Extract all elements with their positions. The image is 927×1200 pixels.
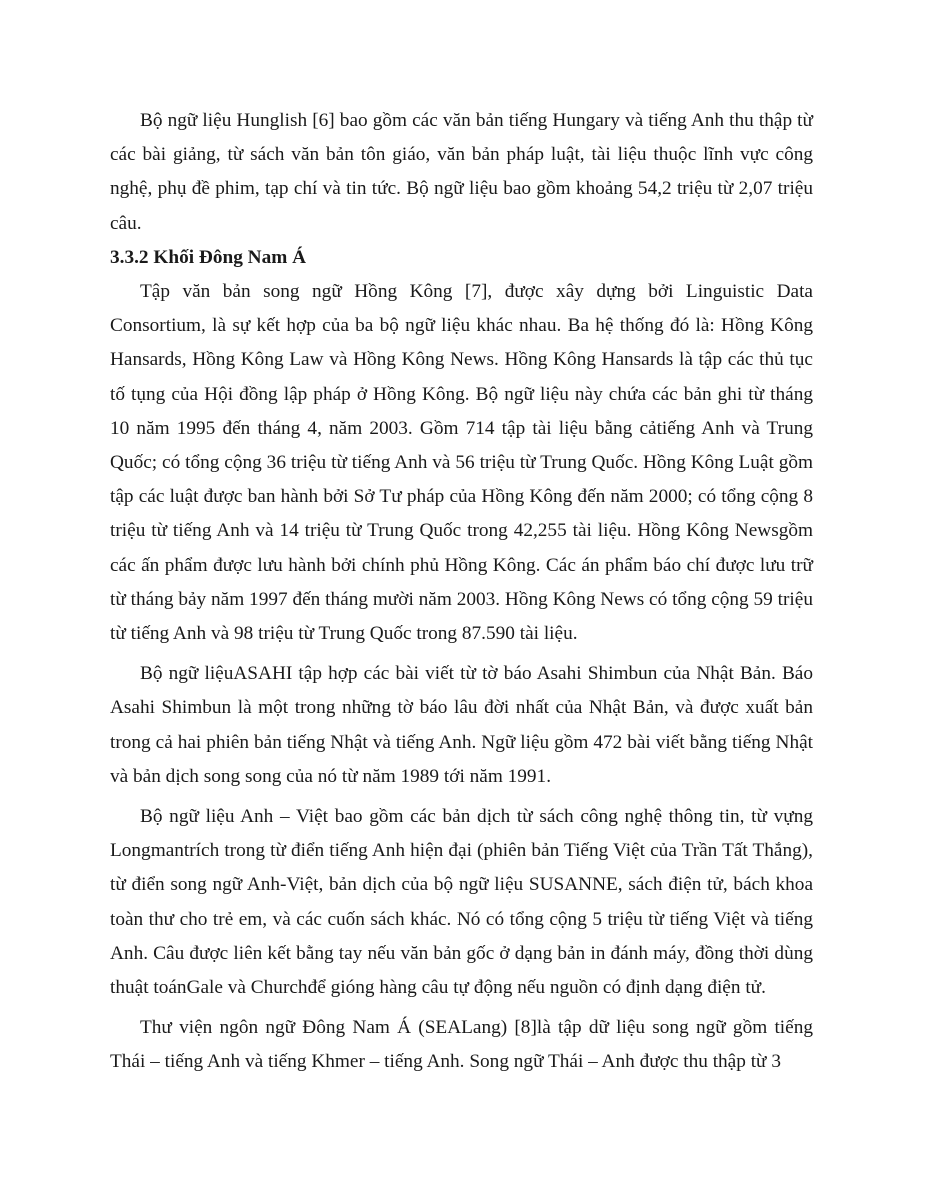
paragraph-hongkong: Tập văn bản song ngữ Hồng Kông [7], được xây dựng bởi Linguistic Data Consortium, là sự kết hợp của ba bộ ngữ liệu khác nhau. Ba hệ thống đó là: Hồng Kông Hansards, Hồng Kông Law và Hồng Kông News. Hồng Kông Hansards là tập các thủ tục tố tụng của Hội đồng lập pháp ở Hồng Kông. Bộ ngữ liệu này chứa các bản ghi từ tháng 10 năm 1995 đến tháng 4, năm 2003. Gồm 714 tập tài liệu bằng cảtiếng Anh và Trung Quốc; có tổng cộng 36 triệu từ tiếng Anh và 56 triệu từ Trung Quốc. Hồng Kông Luật gồm tập các luật được ban hành bởi Sở Tư pháp của Hồng Kông đến năm 2000; có tổng cộng 8 triệu từ tiếng Anh và 14 triệu từ Trung Quốc trong 42,255 tài liệu. Hồng Kông Newsgồm các ấn phẩm được lưu hành bởi chính phủ Hồng Kông. Các án phẩm báo chí được lưu trữ từ tháng bảy năm 1997 đến tháng mười năm 2003. Hồng Kông News có tổng cộng 59 triệu từ tiếng Anh và 98 triệu từ Trung Quốc trong 87.590 tài liệu.	[110, 281, 813, 645]
paragraph-asahi: Bộ ngữ liệuASAHI tập hợp các bài viết từ tờ báo Asahi Shimbun của Nhật Bản. Báo Asahi Shimbun là một trong những tờ báo lâu đời nhất của Nhật Bản, và được xuất bản trong cả hai phiên bản tiếng Nhật và tiếng Anh. Ngữ liệu gồm 472 bài viết bằng tiếng Nhật và bản dịch song song của nó từ năm 1989 tới năm 1991.	[110, 663, 813, 787]
section-heading: 3.3.2 Khối Đông Nam Á	[110, 246, 307, 268]
paragraph-english-vietnamese: Bộ ngữ liệu Anh – Việt bao gồm các bản dịch từ sách công nghệ thông tin, từ vựng Longmantrích trong từ điển tiếng Anh hiện đại (phiên bản Tiếng Việt của Trần Tất Thắng), từ điển song ngữ Anh-Việt, bản dịch của bộ ngữ liệu SUSANNE, sách điện tử, bách khoa toàn thư cho trẻ em, và các cuốn sách khác. Nó có tổng cộng 5 triệu từ tiếng Việt và tiếng Anh. Câu được liên kết bằng tay nếu văn bản gốc ở dạng bản in đánh máy, đồng thời dùng thuật toánGale và Churchđể gióng hàng câu tự động nếu nguồn có định dạng điện tử.	[110, 806, 813, 999]
paragraph-hunglish: Bộ ngữ liệu Hunglish [6] bao gồm các văn bản tiếng Hungary và tiếng Anh thu thập từ các bài giảng, từ sách văn bản tôn giáo, văn bản pháp luật, tài liệu thuộc lĩnh vực công nghệ, phụ đề phim, tạp chí và tin tức. Bộ ngữ liệu bao gồm khoảng 54,2 triệu từ 2,07 triệu câu.	[110, 110, 813, 234]
paragraph-sealang: Thư viện ngôn ngữ Đông Nam Á (SEALang) [8]là tập dữ liệu song ngữ gồm tiếng Thái – tiếng Anh và tiếng Khmer – tiếng Anh. Song ngữ Thái – Anh được thu thập từ 3	[110, 1017, 813, 1073]
document-page	[110, 104, 813, 1080]
